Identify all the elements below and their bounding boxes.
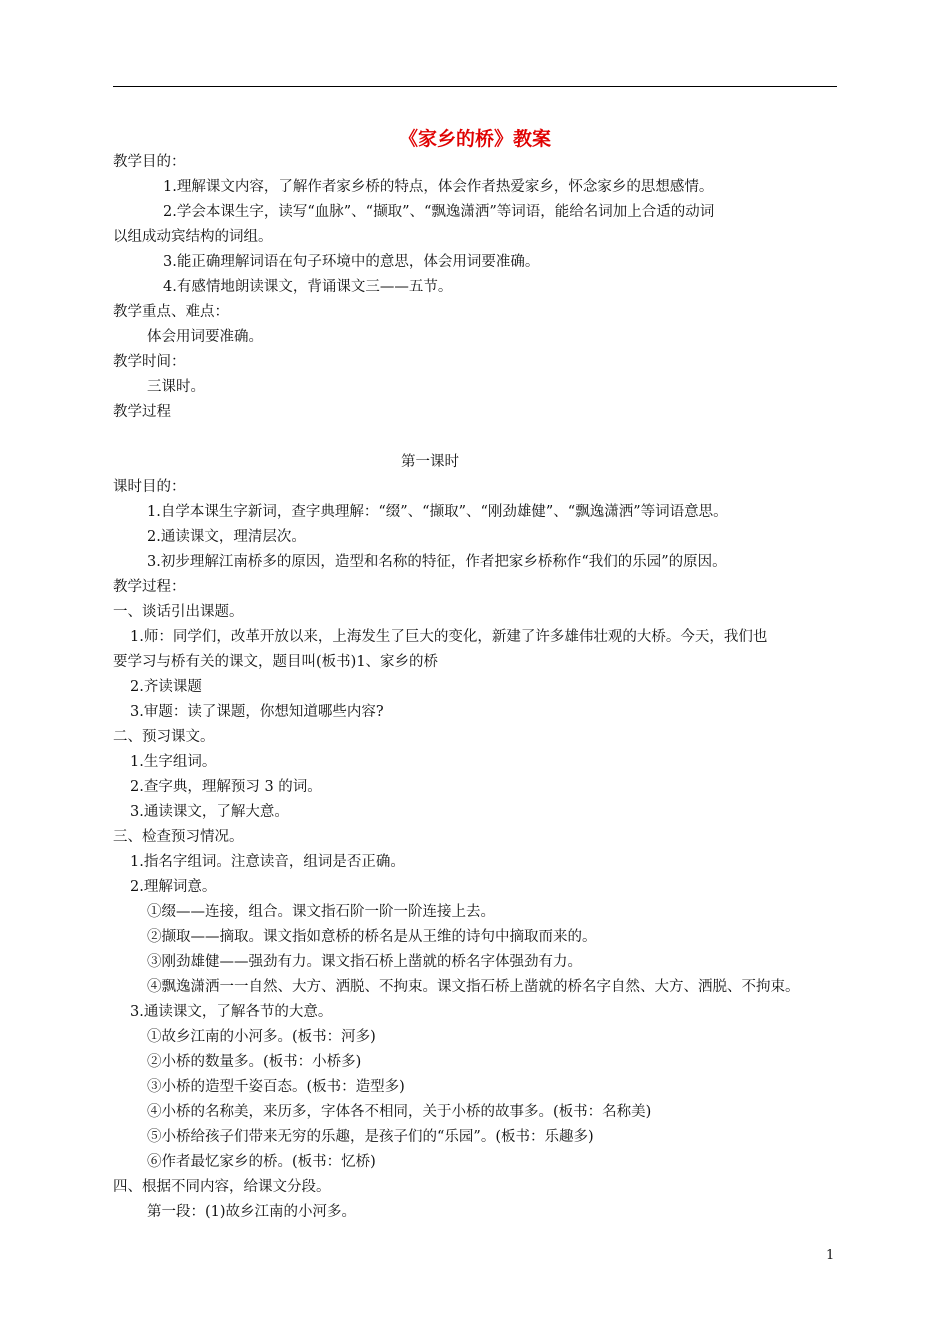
text-line: 3.通读课文，了解大意。 — [130, 804, 289, 820]
text-line: ①故乡江南的小河多。(板书：河多) — [147, 1029, 376, 1045]
text-line: ④小桥的名称美，来历多，字体各不相同，关于小桥的故事多。(板书：名称美) — [147, 1104, 652, 1120]
text-line: ①缀——连接，组合。课文指石阶一阶一阶连接上去。 — [147, 904, 495, 920]
text-line: 二、预习课文。 — [113, 729, 215, 745]
text-line: ②小桥的数量多。(板书：小桥多) — [147, 1054, 362, 1070]
text-line: 2.查字典，理解预习 3 的词。 — [130, 779, 322, 795]
document-title: 《家乡的桥》教案 — [398, 128, 551, 150]
text-line: 体会用词要准确。 — [147, 329, 263, 345]
text-line: 教学重点、难点： — [113, 304, 229, 320]
text-line: 3.审题：读了课题，你想知道哪些内容? — [130, 704, 384, 720]
text-line: 1.指名字组词。注意读音，组词是否正确。 — [130, 854, 405, 870]
text-line: 要学习与桥有关的课文，题目叫(板书)1、家乡的桥 — [113, 654, 439, 670]
text-line: 1.自学本课生字新词，查字典理解：“缀”、“撷取”、“刚劲雄健”、“飘逸潇洒”等词语意思。 — [147, 504, 728, 520]
text-line: 2.理解词意。 — [130, 879, 217, 895]
text-line: 课时目的： — [113, 479, 186, 495]
text-line: ⑥作者最忆家乡的桥。(板书：忆桥) — [147, 1154, 376, 1170]
text-line: 3.初步理解江南桥多的原因，造型和名称的特征，作者把家乡桥称作“我们的乐园”的原因。 — [147, 554, 727, 570]
text-line: 三课时。 — [147, 379, 205, 395]
text-line: ④飘逸潇洒一一自然、大方、洒脱、不拘束。课文指石桥上凿就的桥名字自然、大方、洒脱、不拘束。 — [147, 979, 800, 995]
page-number: 1 — [826, 1248, 835, 1263]
text-line: 教学时间： — [113, 354, 186, 370]
text-line: ②撷取——摘取。课文指如意桥的桥名是从王维的诗句中摘取而来的。 — [147, 929, 597, 945]
text-line: 第一段：(1)故乡江南的小河多。 — [147, 1204, 357, 1220]
text-line: 以组成动宾结构的词组。 — [113, 229, 273, 245]
header-rule — [113, 86, 837, 87]
text-line: 2.齐读课题 — [130, 679, 202, 695]
text-line: 三、检查预习情况。 — [113, 829, 244, 845]
text-line: 3.通读课文，了解各节的大意。 — [130, 1004, 333, 1020]
text-line: 1.生字组词。 — [130, 754, 217, 770]
text-line: 一、谈话引出课题。 — [113, 604, 244, 620]
text-line: 2.通读课文，理清层次。 — [147, 529, 306, 545]
text-line: 教学过程： — [113, 579, 186, 595]
text-line: ⑤小桥给孩子们带来无穷的乐趣，是孩子们的“乐园”。(板书：乐趣多) — [147, 1129, 594, 1145]
text-line: 1.师：同学们，改革开放以来，上海发生了巨大的变化，新建了许多雄伟壮观的大桥。今天，我们也 — [130, 629, 768, 645]
text-line: 2.学会本课生字，读写“血脉”、“撷取”、“飘逸潇洒”等词语，能给名词加上合适的动词 — [163, 204, 715, 220]
text-line: 4.有感情地朗读课文，背诵课文三——五节。 — [163, 279, 453, 295]
text-line: ③刚劲雄健——强劲有力。课文指石桥上凿就的桥名字体强劲有力。 — [147, 954, 582, 970]
text-line: 四、根据不同内容，给课文分段。 — [113, 1179, 331, 1195]
section-heading: 第一课时 — [401, 454, 459, 470]
text-line: 教学过程 — [113, 404, 171, 420]
text-line: 教学目的： — [113, 154, 186, 170]
text-line: ③小桥的造型千姿百态。(板书：造型多) — [147, 1079, 405, 1095]
text-line: 1.理解课文内容，了解作者家乡桥的特点，体会作者热爱家乡，怀念家乡的思想感情。 — [163, 179, 714, 195]
text-line: 3.能正确理解词语在句子环境中的意思，体会用词要准确。 — [163, 254, 540, 270]
